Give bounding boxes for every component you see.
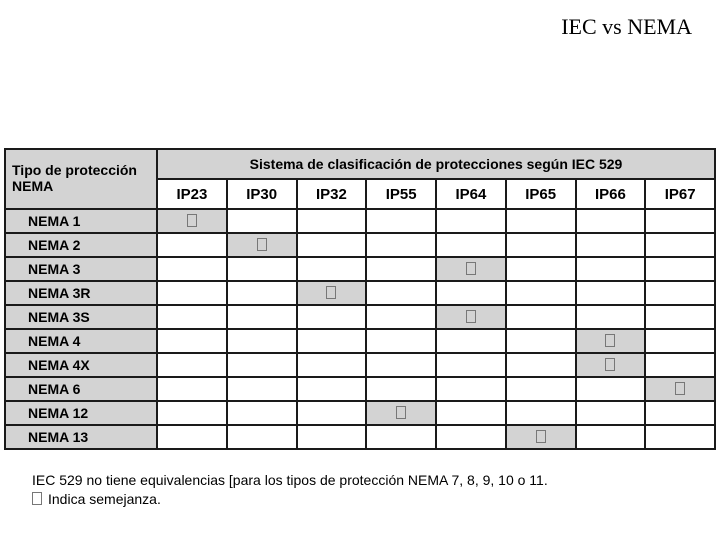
row-label: NEMA 6 bbox=[5, 377, 157, 401]
table-cell bbox=[576, 353, 646, 377]
table-cell bbox=[645, 425, 715, 449]
table-row bbox=[5, 281, 715, 305]
table-cell bbox=[157, 377, 227, 401]
table-cell bbox=[576, 329, 646, 353]
table-cell bbox=[506, 233, 576, 257]
table-cell bbox=[297, 353, 367, 377]
ip-column-header: IP23 bbox=[157, 179, 227, 209]
table-cell bbox=[297, 425, 367, 449]
table-cell bbox=[645, 233, 715, 257]
table-cell bbox=[366, 401, 436, 425]
table-cell bbox=[506, 209, 576, 233]
corner-label-line1: Tipo de protección bbox=[12, 162, 137, 178]
table-cell bbox=[366, 377, 436, 401]
table-cell bbox=[227, 281, 297, 305]
row-label: NEMA 3 bbox=[5, 257, 157, 281]
table-cell bbox=[157, 281, 227, 305]
table-cell bbox=[506, 377, 576, 401]
legend-text: Indica semejanza. bbox=[48, 491, 161, 507]
table-cell bbox=[645, 401, 715, 425]
table-cell bbox=[576, 377, 646, 401]
table-cell bbox=[506, 353, 576, 377]
table-cell bbox=[366, 353, 436, 377]
row-label: NEMA 2 bbox=[5, 233, 157, 257]
ip-column-header: IP65 bbox=[506, 179, 576, 209]
table-cell bbox=[366, 233, 436, 257]
footnote-no-equivalence: IEC 529 no tiene equivalencias [para los tipos de protección NEMA 7, 8, 9, 10 o 11. bbox=[32, 472, 548, 488]
similarity-mark-icon bbox=[257, 238, 267, 251]
table-cell bbox=[506, 281, 576, 305]
table-cell bbox=[576, 281, 646, 305]
table-row bbox=[5, 305, 715, 329]
table-row bbox=[5, 425, 715, 449]
table-cell bbox=[436, 209, 506, 233]
table-cell bbox=[227, 401, 297, 425]
system-header: Sistema de clasificación de protecciones según IEC 529 bbox=[157, 149, 715, 179]
similarity-mark-icon bbox=[396, 406, 406, 419]
ip-column-header: IP66 bbox=[576, 179, 646, 209]
similarity-mark-icon bbox=[536, 430, 546, 443]
table-cell bbox=[157, 401, 227, 425]
table-cell bbox=[576, 233, 646, 257]
similarity-mark-icon bbox=[605, 334, 615, 347]
similarity-mark-icon bbox=[32, 492, 42, 505]
table-cell bbox=[297, 305, 367, 329]
table-cell bbox=[297, 257, 367, 281]
table-cell bbox=[297, 233, 367, 257]
table-cell bbox=[506, 257, 576, 281]
table-cell bbox=[227, 377, 297, 401]
table-cell bbox=[645, 209, 715, 233]
row-label: NEMA 12 bbox=[5, 401, 157, 425]
corner-label-line2: NEMA bbox=[12, 178, 54, 194]
table-cell bbox=[436, 305, 506, 329]
table-cell bbox=[436, 353, 506, 377]
row-label: NEMA 13 bbox=[5, 425, 157, 449]
row-label: NEMA 4X bbox=[5, 353, 157, 377]
table-row bbox=[5, 353, 715, 377]
ip-column-header: IP32 bbox=[297, 179, 367, 209]
table-cell bbox=[297, 281, 367, 305]
table-row bbox=[5, 209, 715, 233]
table-cell bbox=[227, 209, 297, 233]
similarity-mark-icon bbox=[605, 358, 615, 371]
table-row bbox=[5, 257, 715, 281]
row-label: NEMA 4 bbox=[5, 329, 157, 353]
corner-header bbox=[5, 149, 157, 209]
table-cell bbox=[227, 305, 297, 329]
similarity-mark-icon bbox=[675, 382, 685, 395]
table-row bbox=[5, 401, 715, 425]
table-cell bbox=[506, 329, 576, 353]
table-cell bbox=[227, 233, 297, 257]
table-cell bbox=[436, 257, 506, 281]
table-cell bbox=[157, 305, 227, 329]
table-cell bbox=[436, 329, 506, 353]
table-cell bbox=[576, 425, 646, 449]
table-cell bbox=[157, 257, 227, 281]
ip-column-header: IP30 bbox=[227, 179, 297, 209]
table-cell bbox=[506, 425, 576, 449]
similarity-mark-icon bbox=[466, 310, 476, 323]
table-cell bbox=[506, 401, 576, 425]
table-cell bbox=[576, 209, 646, 233]
table-cell bbox=[297, 377, 367, 401]
similarity-mark-icon bbox=[187, 214, 197, 227]
table-cell bbox=[645, 329, 715, 353]
similarity-mark-icon bbox=[326, 286, 336, 299]
table-cell bbox=[645, 281, 715, 305]
table-cell bbox=[366, 257, 436, 281]
table-cell bbox=[157, 209, 227, 233]
table-cell bbox=[297, 329, 367, 353]
table-cell bbox=[227, 425, 297, 449]
table-cell bbox=[645, 377, 715, 401]
table-cell bbox=[297, 209, 367, 233]
row-label: NEMA 3R bbox=[5, 281, 157, 305]
row-label: NEMA 1 bbox=[5, 209, 157, 233]
table-cell bbox=[366, 281, 436, 305]
table-cell bbox=[227, 257, 297, 281]
table-cell bbox=[157, 329, 227, 353]
similarity-mark-icon bbox=[466, 262, 476, 275]
table-cell bbox=[645, 257, 715, 281]
table-cell bbox=[576, 401, 646, 425]
iec-nema-table bbox=[4, 148, 716, 450]
table-cell bbox=[436, 233, 506, 257]
ip-column-header: IP67 bbox=[645, 179, 715, 209]
table-cell bbox=[157, 425, 227, 449]
table-cell bbox=[506, 305, 576, 329]
table-row bbox=[5, 329, 715, 353]
table-body bbox=[5, 209, 715, 449]
table-cell bbox=[645, 353, 715, 377]
table-cell bbox=[436, 425, 506, 449]
table-cell bbox=[227, 329, 297, 353]
table-cell bbox=[227, 353, 297, 377]
table-cell bbox=[366, 425, 436, 449]
table-cell bbox=[366, 329, 436, 353]
table-cell bbox=[366, 209, 436, 233]
table-cell bbox=[157, 233, 227, 257]
table-cell bbox=[576, 305, 646, 329]
table-row bbox=[5, 233, 715, 257]
footnote-legend bbox=[32, 491, 161, 507]
ip-column-header: IP64 bbox=[436, 179, 506, 209]
table-cell bbox=[645, 305, 715, 329]
row-label: NEMA 3S bbox=[5, 305, 157, 329]
ip-column-header: IP55 bbox=[366, 179, 436, 209]
table-cell bbox=[436, 377, 506, 401]
table-cell bbox=[436, 401, 506, 425]
table-cell bbox=[436, 281, 506, 305]
table-cell bbox=[366, 305, 436, 329]
slide-title: IEC vs NEMA bbox=[561, 14, 692, 39]
table-row bbox=[5, 377, 715, 401]
table-cell bbox=[297, 401, 367, 425]
table-cell bbox=[576, 257, 646, 281]
table-cell bbox=[157, 353, 227, 377]
